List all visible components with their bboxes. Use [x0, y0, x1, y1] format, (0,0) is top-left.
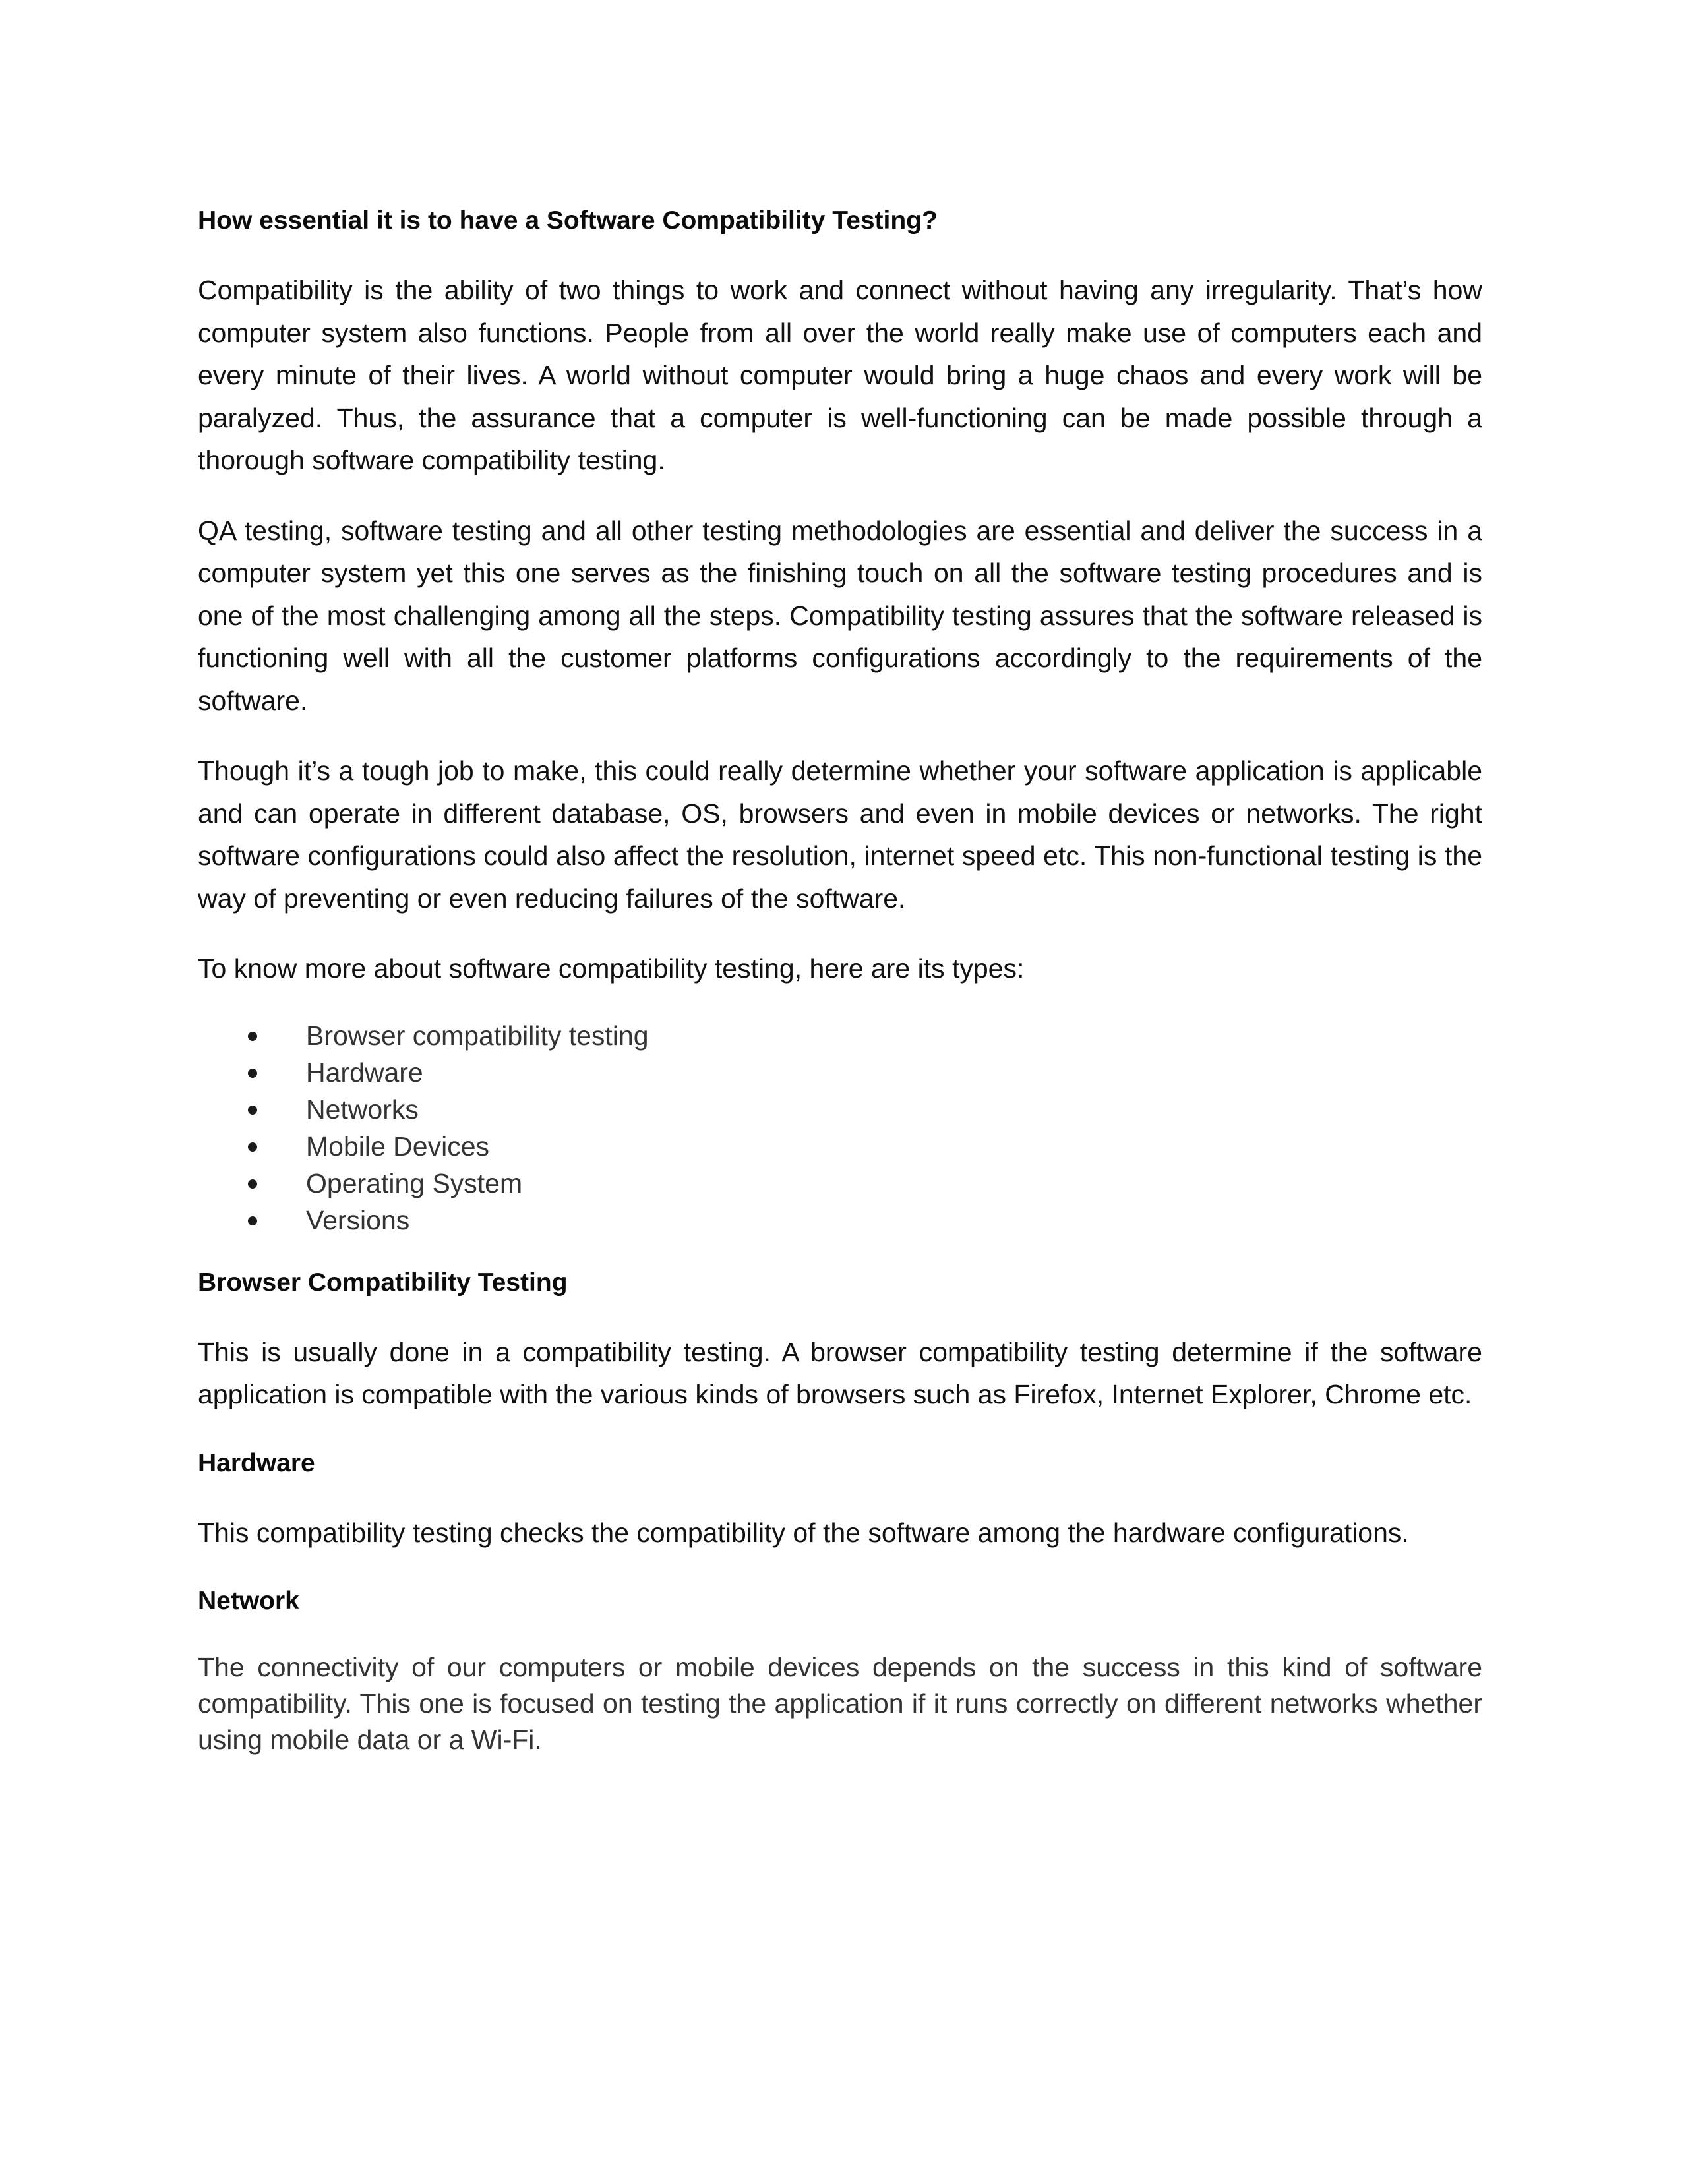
hardware-section-heading: Hardware	[198, 1448, 315, 1477]
network-section-text: The connectivity of our computers or mobile devices depends on the success in this kind of software compatibility. This one is focused on testing the application if it runs correctly on different networks whether using mobile data or a Wi-Fi.	[198, 1652, 1482, 1755]
list-item-label: Networks	[306, 1094, 419, 1125]
list-item-label: Versions	[306, 1205, 410, 1235]
list-item	[198, 1018, 1482, 1055]
list-item-label: Hardware	[306, 1057, 423, 1088]
bullet-icon	[248, 1106, 257, 1115]
bullet-icon	[248, 1179, 257, 1189]
browser-section-heading: Browser Compatibility Testing	[198, 1268, 568, 1297]
bullet-icon	[248, 1032, 257, 1041]
bullet-icon	[248, 1142, 257, 1152]
browser-section-text: This is usually done in a compatibility testing. A browser compatibility testing determine if the software application is compatible with the various kinds of browsers such as Firefox, Internet Explorer, Chrome etc.	[198, 1336, 1482, 1409]
network-section-heading: Network	[198, 1587, 299, 1615]
document-title: How essential it is to have a Software Compatibility Testing?	[198, 206, 938, 235]
list-item-label: Browser compatibility testing	[306, 1020, 649, 1051]
types-list	[198, 1018, 1482, 1239]
bullet-icon	[248, 1216, 257, 1225]
tough-job-paragraph: Though it’s a tough job to make, this could really determine whether your software application is applicable and can operate in different database, OS, browsers and even in mobile devices or networks. The right software configurations could also affect the resolution, internet speed etc. This non-functional testing is the way of preventing or even reducing failures of the software.	[198, 755, 1482, 914]
bullet-icon	[248, 1069, 257, 1078]
list-item	[198, 1202, 1482, 1239]
list-item	[198, 1092, 1482, 1129]
list-item-label: Mobile Devices	[306, 1131, 489, 1162]
list-item	[198, 1129, 1482, 1166]
hardware-section-text: This compatibility testing checks the compatibility of the software among the hardware configurations.	[198, 1517, 1409, 1548]
list-item	[198, 1166, 1482, 1202]
list-item-label: Operating System	[306, 1168, 523, 1198]
qa-testing-paragraph: QA testing, software testing and all other testing methodologies are essential and deliver the success in a computer system yet this one serves as the finishing touch on all the software testing procedures and is one of the most challenging among all the steps. Compatibility testing assures that the software released is functioning well with all the customer platforms configurations accordingly to the requirements of the software.	[198, 515, 1482, 716]
intro-paragraph: Compatibility is the ability of two things to work and connect without having any irregularity. That’s how computer system also functions. People from all over the world really make use of computers each and every minute of their lives. A world without computer would bring a huge chaos and every work will be paralyzed. Thus, the assurance that a computer is well-functioning can be made possible through a thorough software compatibility testing.	[198, 275, 1482, 475]
list-item	[198, 1055, 1482, 1092]
document-page	[198, 201, 1482, 1786]
types-intro-paragraph: To know more about software compatibility testing, here are its types:	[198, 953, 1025, 984]
